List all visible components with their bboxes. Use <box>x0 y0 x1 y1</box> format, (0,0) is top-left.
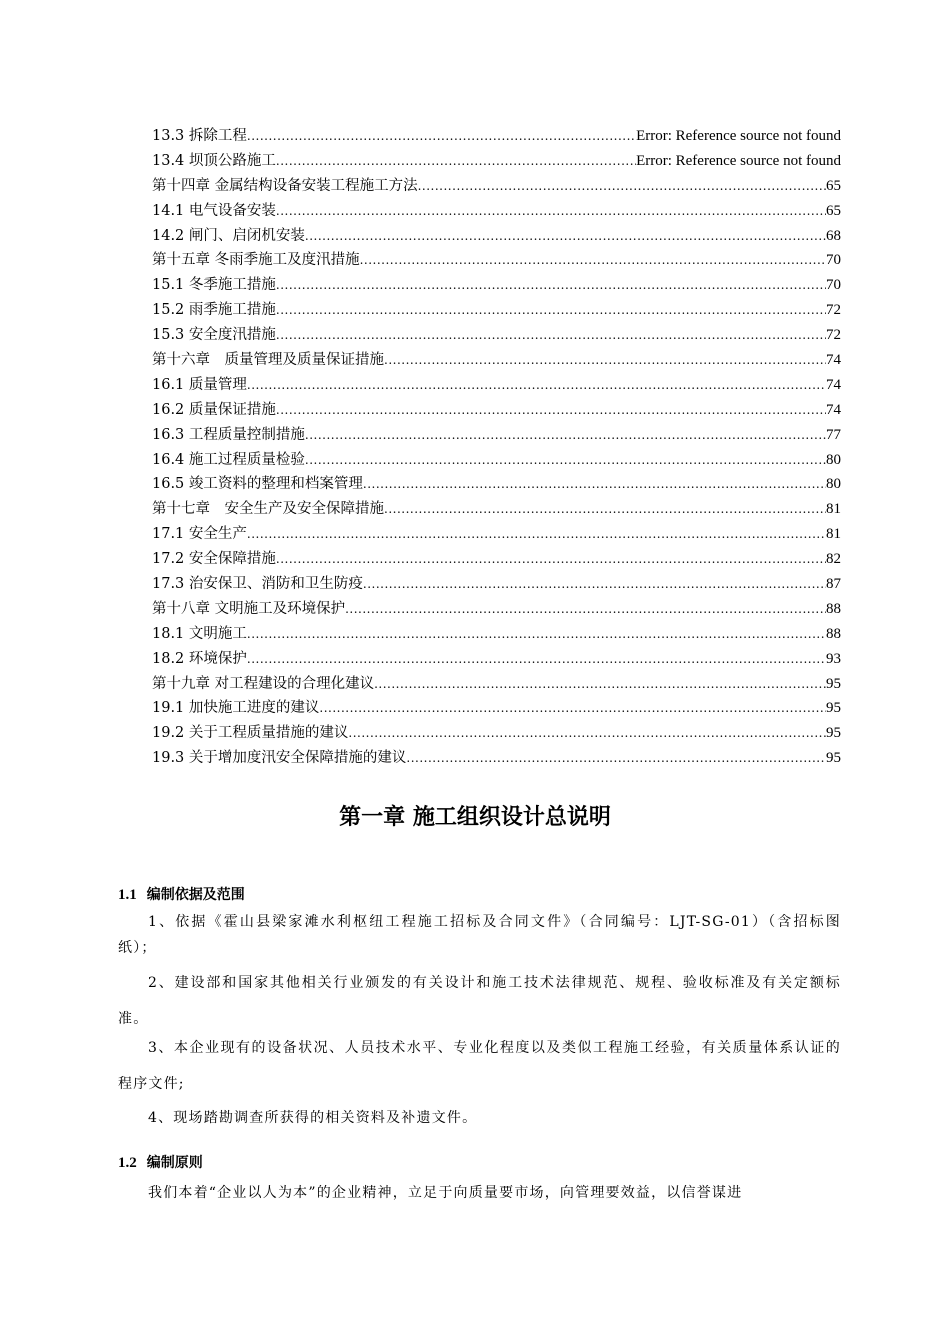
toc-entry-title: 14.2 闸门、启闭机安装 <box>152 227 305 244</box>
toc-entry-page: 70 <box>826 277 841 294</box>
toc-dot-leader <box>384 348 826 373</box>
toc-entry[interactable] <box>152 298 841 323</box>
toc-dot-leader <box>276 323 826 348</box>
toc-entry[interactable] <box>152 199 841 224</box>
table-of-contents <box>152 124 841 771</box>
toc-entry-page: 93 <box>826 650 841 667</box>
toc-entry-title: 19.2 关于工程质量措施的建议 <box>152 725 349 742</box>
toc-dot-leader <box>276 199 826 224</box>
toc-entry-page: 87 <box>826 576 841 593</box>
paragraph: 4、现场踏勘调查所获得的相关资料及补遗文件。 <box>148 1110 478 1126</box>
toc-entry-title: 15.2 雨季施工措施 <box>152 302 276 319</box>
toc-dot-leader <box>363 572 826 597</box>
toc-entry-title: 第十七章 安全生产及安全保障措施 <box>152 501 384 518</box>
toc-entry[interactable] <box>152 746 841 771</box>
toc-entry[interactable] <box>152 149 841 174</box>
toc-entry[interactable] <box>152 597 841 622</box>
toc-dot-leader <box>363 472 826 497</box>
toc-entry-page: 74 <box>826 401 841 418</box>
toc-entry-title: 15.3 安全度汛措施 <box>152 327 276 344</box>
toc-entry-page: 80 <box>826 451 841 468</box>
toc-entry-title: 16.3 工程质量控制措施 <box>152 426 305 443</box>
toc-entry[interactable] <box>152 572 841 597</box>
toc-entry-title: 18.1 文明施工 <box>152 625 247 642</box>
toc-entry-page: 95 <box>826 750 841 767</box>
toc-dot-leader <box>305 224 826 249</box>
toc-entry-page: 88 <box>826 600 841 617</box>
toc-entry-page: 77 <box>826 426 841 443</box>
toc-entry-page: 81 <box>826 501 841 518</box>
toc-entry[interactable] <box>152 224 841 249</box>
chapter-title: 第一章 施工组织设计总说明 <box>339 805 611 830</box>
toc-entry-title: 16.2 质量保证措施 <box>152 401 276 418</box>
toc-dot-leader <box>247 522 826 547</box>
toc-entry-title: 13.3 拆除工程 <box>152 128 247 144</box>
toc-entry-page: 95 <box>826 700 841 717</box>
paragraph: 3、本企业现有的设备状况、人员技术水平、专业化程度以及类似工程施工经验，有关质量体系认证的程序文件; <box>118 1040 841 1092</box>
toc-entry[interactable] <box>152 423 841 448</box>
toc-entry-page: 65 <box>826 177 841 194</box>
section-heading-1-2 <box>118 1152 203 1172</box>
paragraph: 2、建设部和国家其他相关行业颁发的有关设计和施工技术法律规范、规程、验收标准及有关定额标准。 <box>118 975 841 1027</box>
toc-entry-page: 81 <box>826 526 841 543</box>
toc-dot-leader <box>276 149 636 174</box>
toc-dot-leader <box>384 497 826 522</box>
toc-entry-page: 68 <box>826 227 841 244</box>
toc-entry[interactable] <box>152 348 841 373</box>
toc-dot-leader <box>360 248 826 273</box>
toc-entry-page: 65 <box>826 202 841 219</box>
toc-entry-page: 74 <box>826 352 841 369</box>
toc-dot-leader <box>247 622 826 647</box>
toc-entry[interactable] <box>152 696 841 721</box>
section-title: 编制依据及范围 <box>146 887 245 903</box>
toc-entry-title: 16.1 质量管理 <box>152 376 247 393</box>
toc-dot-leader <box>276 298 826 323</box>
toc-entry-title: 第十四章 金属结构设备安装工程施工方法 <box>152 177 418 194</box>
toc-entry[interactable] <box>152 448 841 473</box>
toc-entry-title: 19.3 关于增加度汛安全保障措施的建议 <box>152 750 407 767</box>
toc-entry[interactable] <box>152 273 841 298</box>
toc-entry-page: 74 <box>826 376 841 393</box>
section-heading-1-1 <box>118 884 245 904</box>
toc-entry[interactable] <box>152 522 841 547</box>
toc-dot-leader <box>305 448 826 473</box>
toc-entry-page: Error: Reference source not found <box>636 152 841 169</box>
toc-entry[interactable] <box>152 174 841 199</box>
section-title: 编制原则 <box>146 1155 203 1171</box>
toc-dot-leader <box>374 672 826 697</box>
toc-dot-leader <box>348 721 826 746</box>
toc-entry-title: 15.1 冬季施工措施 <box>152 277 276 294</box>
toc-dot-leader <box>345 597 826 622</box>
paragraph: 我们本着“企业以人为本”的企业精神，立足于向质量要市场，向管理要效益，以信誉谋进 <box>148 1185 743 1201</box>
toc-entry-page: 70 <box>826 252 841 269</box>
toc-entry-page: Error: Reference source not found <box>636 128 841 144</box>
toc-entry-title: 16.5 竣工资料的整理和档案管理 <box>152 476 363 493</box>
section-number: 1.1 <box>118 887 137 903</box>
toc-entry[interactable] <box>152 248 841 273</box>
toc-entry[interactable] <box>152 373 841 398</box>
toc-dot-leader <box>319 696 826 721</box>
toc-entry-page: 88 <box>826 625 841 642</box>
toc-entry-title: 17.1 安全生产 <box>152 526 247 543</box>
toc-dot-leader <box>305 423 826 448</box>
toc-entry-page: 95 <box>826 725 841 742</box>
section-number: 1.2 <box>118 1155 137 1171</box>
toc-entry-title: 第十五章 冬雨季施工及度汛措施 <box>152 252 360 269</box>
toc-entry-page: 72 <box>826 327 841 344</box>
toc-entry-page: 95 <box>826 675 841 692</box>
toc-dot-leader <box>247 647 826 672</box>
toc-entry[interactable] <box>152 672 841 697</box>
toc-entry-title: 18.2 环境保护 <box>152 650 247 667</box>
toc-entry[interactable] <box>152 721 841 746</box>
toc-entry-title: 第十六章 质量管理及质量保证措施 <box>152 352 384 369</box>
toc-entry-title: 17.2 安全保障措施 <box>152 551 276 568</box>
toc-entry[interactable] <box>152 323 841 348</box>
toc-dot-leader <box>406 746 826 771</box>
toc-entry-page: 80 <box>826 476 841 493</box>
toc-entry-title: 13.4 坝顶公路施工 <box>152 152 276 169</box>
toc-entry-title: 17.3 治安保卫、消防和卫生防疫 <box>152 576 363 593</box>
toc-entry-title: 第十九章 对工程建设的合理化建议 <box>152 675 375 692</box>
paragraph: 1、依据《霍山县梁家滩水利枢纽工程施工招标及合同文件》（合同编号：LJT-SG-01）（含招标图纸）； <box>118 914 841 956</box>
toc-entry[interactable] <box>152 647 841 672</box>
toc-entry-title: 14.1 电气设备安装 <box>152 202 276 219</box>
toc-entry[interactable] <box>152 547 841 572</box>
toc-dot-leader <box>247 373 826 398</box>
toc-entry-title: 16.4 施工过程质量检验 <box>152 451 305 468</box>
toc-dot-leader <box>276 273 826 298</box>
toc-entry-title: 19.1 加快施工进度的建议 <box>152 700 320 717</box>
toc-dot-leader <box>276 547 826 572</box>
toc-entry[interactable] <box>152 497 841 522</box>
toc-entry[interactable] <box>152 622 841 647</box>
toc-entry-page: 72 <box>826 302 841 319</box>
toc-entry[interactable] <box>152 472 841 497</box>
toc-entry[interactable] <box>152 124 841 149</box>
toc-dot-leader <box>418 174 826 199</box>
toc-dot-leader <box>276 398 826 423</box>
toc-entry[interactable] <box>152 398 841 423</box>
toc-dot-leader <box>247 124 636 149</box>
toc-entry-page: 82 <box>826 551 841 568</box>
toc-entry-title: 第十八章 文明施工及环境保护 <box>152 600 346 617</box>
